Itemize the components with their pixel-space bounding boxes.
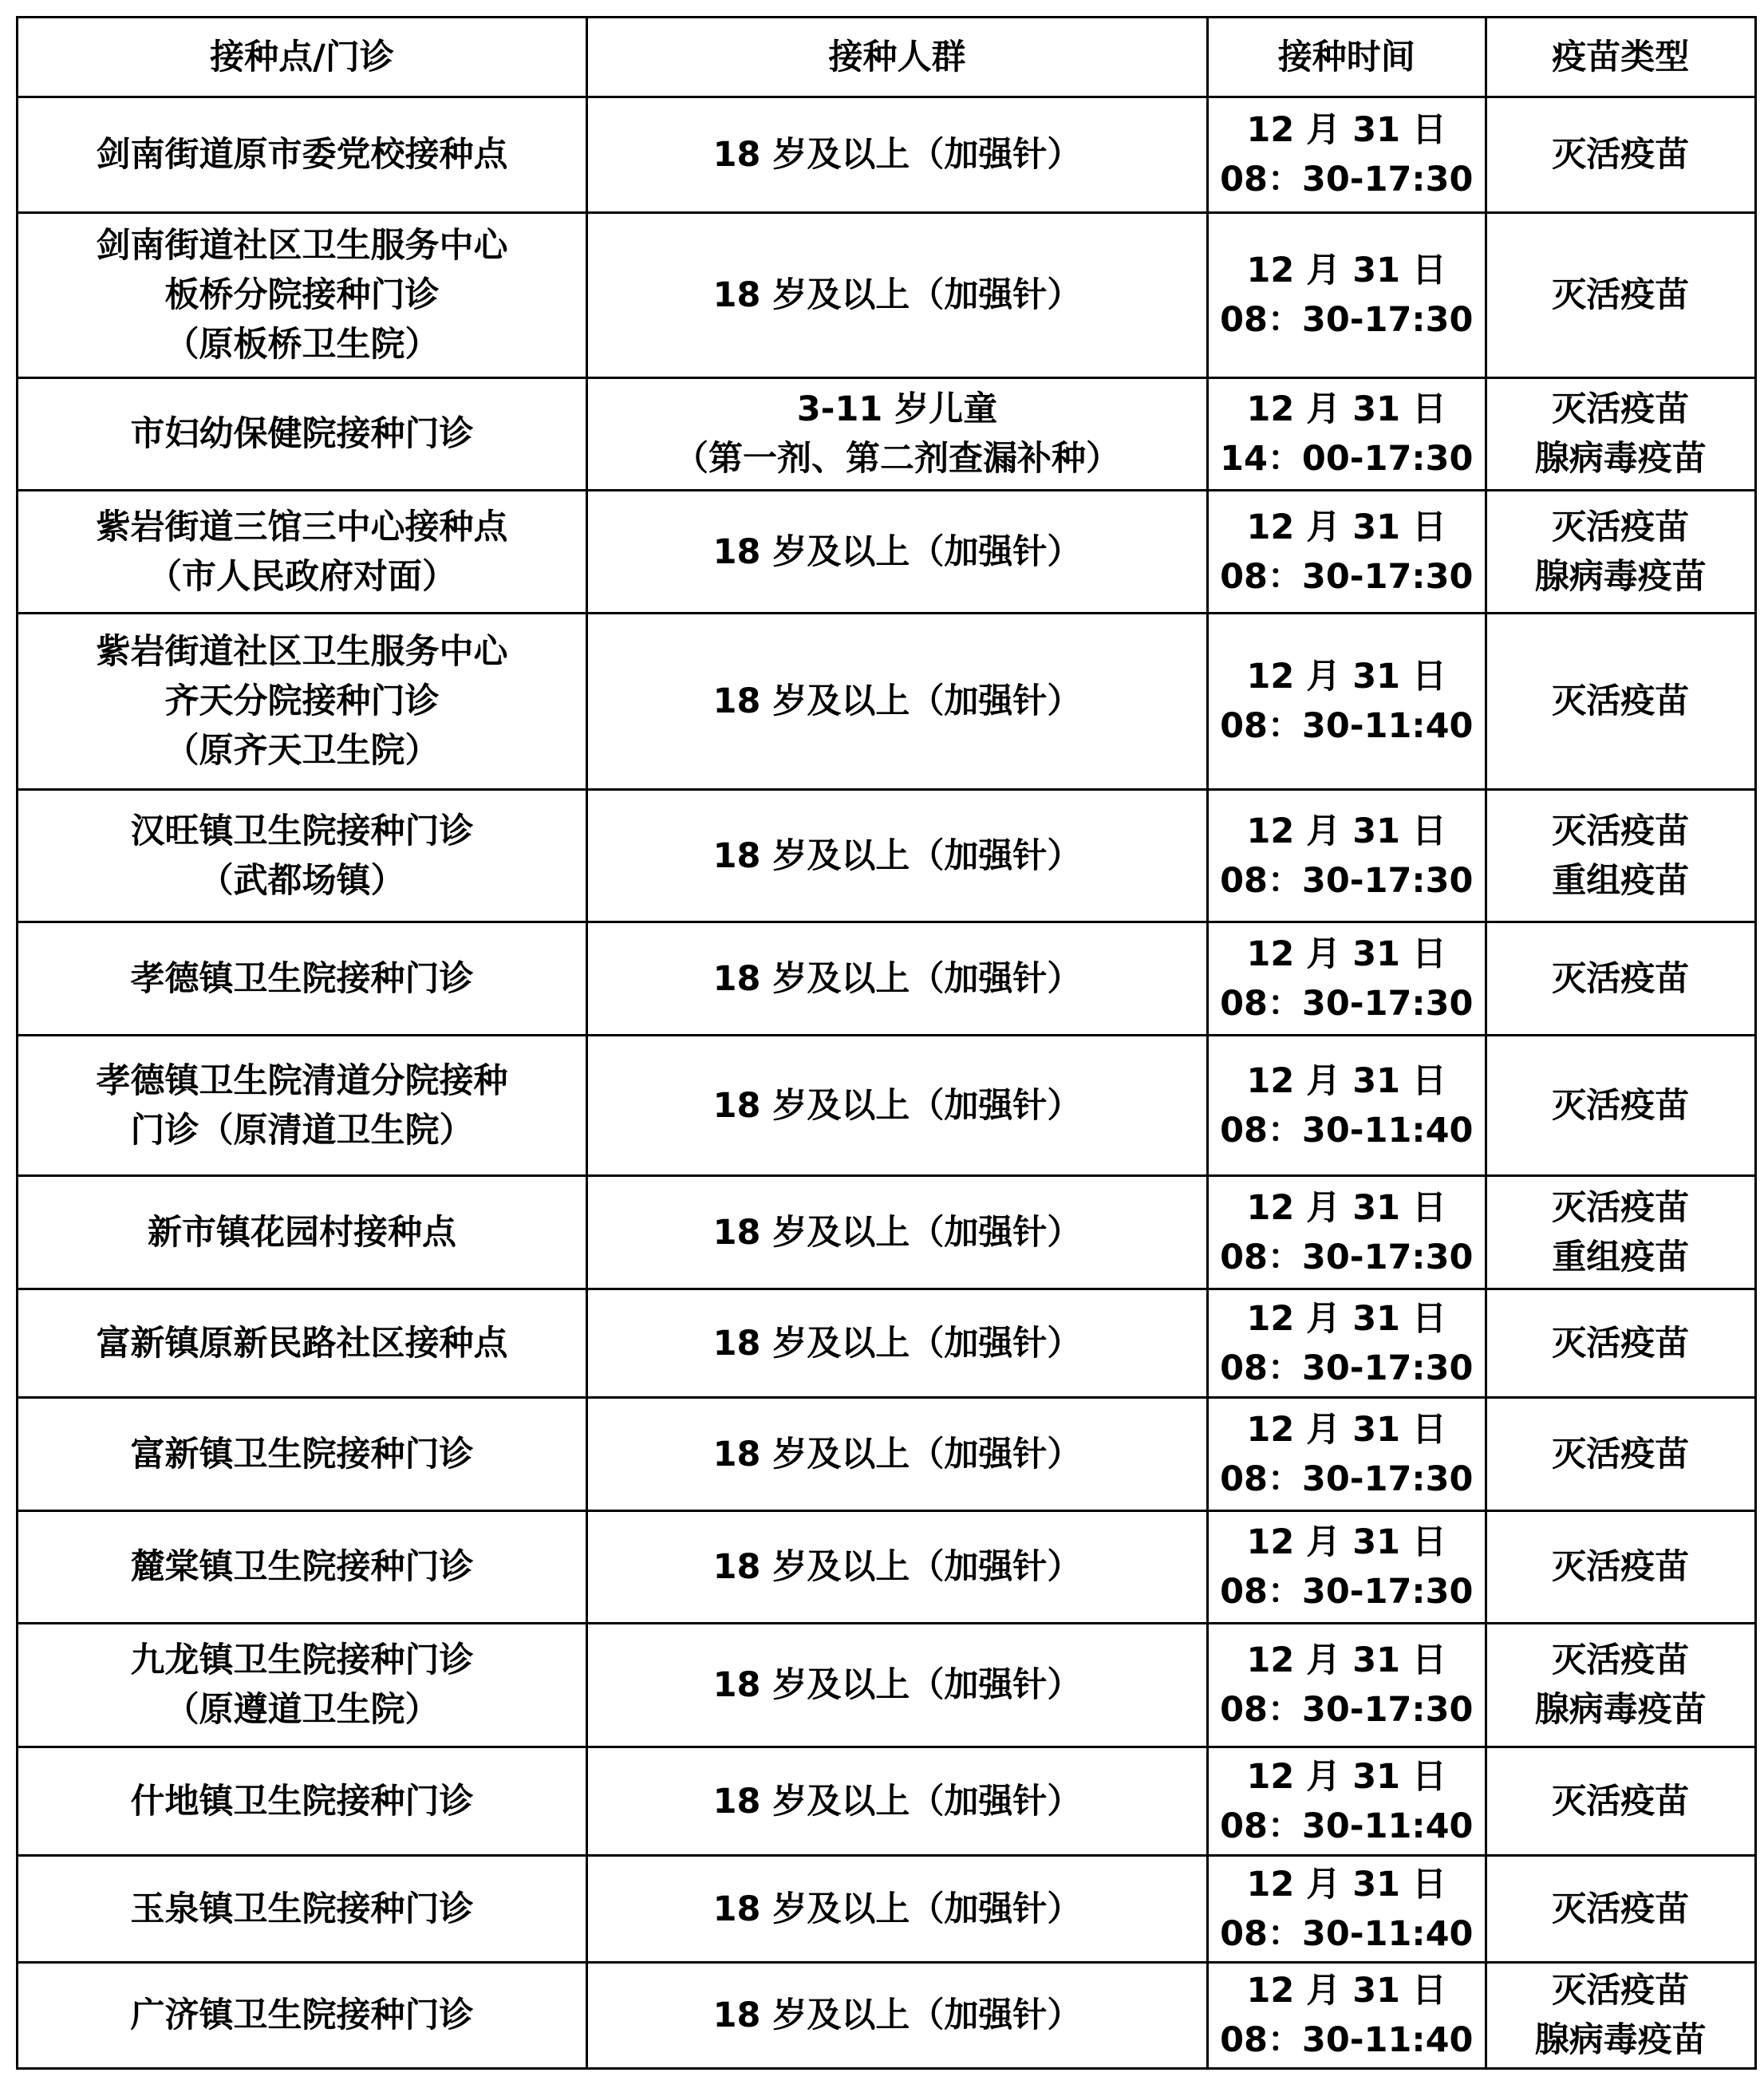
cell-text-line: 新市镇花园村接种点 [147, 1212, 456, 1253]
cell-text-line: 灭活疫苗 [1552, 811, 1690, 851]
cell-text-line: （武都场镇） [199, 860, 405, 901]
time-cell [1208, 1176, 1486, 1289]
cell-text-line: 汉旺镇卫生院接种门诊 [130, 811, 474, 851]
table-body [18, 97, 1756, 2069]
cell-text-line: 麓棠镇卫生院接种门诊 [130, 1547, 474, 1587]
cell-text-line: 剑南街道原市委党校接种点 [96, 135, 508, 175]
table-row [18, 614, 1756, 790]
time-cell [1208, 97, 1486, 213]
cell-text-line: 08：30-17:30 [1220, 1459, 1474, 1499]
group-cell [586, 213, 1207, 378]
vaccination-sites-table [16, 16, 1757, 2070]
cell-text-line: 板桥分院接种门诊 [164, 275, 440, 315]
cell-text-line: （市人民政府对面） [147, 556, 456, 597]
cell-text-line: 12 月 31 日 [1246, 389, 1447, 429]
table-row [18, 922, 1756, 1036]
cell-text-line: 腺病毒疫苗 [1534, 1690, 1707, 1730]
table-row [18, 97, 1756, 213]
table-row [18, 1036, 1756, 1176]
group-cell [586, 1511, 1207, 1624]
cell-text-line: 市妇幼保健院接种门诊 [130, 414, 474, 454]
cell-text-line: 14：00-17:30 [1220, 439, 1474, 479]
cell-text-line: 18 岁及以上（加强针） [712, 835, 1082, 876]
cell-text-line: 08：30-17:30 [1220, 160, 1474, 199]
cell-text-line: 12 月 31 日 [1246, 110, 1447, 150]
cell-text-line: 灭活疫苗 [1552, 1547, 1690, 1587]
time-cell [1208, 1036, 1486, 1176]
table-row [18, 1856, 1756, 1963]
cell-text-line: 灭活疫苗 [1552, 389, 1690, 429]
cell-text-line: （原齐天卫生院） [164, 731, 440, 771]
cell-text-line: 什地镇卫生院接种门诊 [130, 1781, 474, 1822]
group-cell [586, 378, 1207, 491]
cell-text-line: 紫岩街道社区卫生服务中心 [96, 632, 508, 672]
cell-text-line: 18 岁及以上（加强针） [712, 1781, 1082, 1822]
vaccine-type-cell [1486, 922, 1756, 1036]
vaccine-type-cell [1486, 97, 1756, 213]
table-row [18, 1963, 1756, 2069]
vaccine-type-cell [1486, 1176, 1756, 1289]
time-cell [1208, 378, 1486, 491]
cell-text-line: 灭活疫苗 [1552, 681, 1690, 721]
cell-text-line: 剑南街道社区卫生服务中心 [96, 226, 508, 266]
table-header [18, 18, 1756, 97]
cell-text-line: 12 月 31 日 [1246, 1756, 1447, 1797]
time-cell [1208, 1856, 1486, 1963]
time-cell [1208, 1289, 1486, 1398]
header-site: 接种点/门诊 [18, 18, 587, 97]
header-vaccine-type: 疫苗类型 [1486, 18, 1756, 97]
cell-text-line: 腺病毒疫苗 [1534, 2020, 1707, 2060]
cell-text-line: 18 岁及以上（加强针） [712, 1434, 1082, 1474]
cell-text-line: 玉泉镇卫生院接种门诊 [130, 1889, 474, 1929]
time-cell [1208, 1747, 1486, 1856]
site-cell [18, 790, 587, 922]
site-cell [18, 1963, 587, 2069]
site-cell [18, 213, 587, 378]
table-row [18, 1624, 1756, 1747]
cell-text-line: 12 月 31 日 [1246, 1864, 1447, 1905]
cell-text-line: 18 岁及以上（加强针） [712, 531, 1082, 572]
site-cell [18, 1289, 587, 1398]
site-cell [18, 1176, 587, 1289]
table-row [18, 1747, 1756, 1856]
cell-text-line: 灭活疫苗 [1552, 1889, 1690, 1929]
vaccine-type-cell [1486, 378, 1756, 491]
cell-text-line: 富新镇原新民路社区接种点 [96, 1323, 508, 1364]
site-cell [18, 922, 587, 1036]
cell-text-line: 18 岁及以上（加强针） [712, 1995, 1082, 2035]
cell-text-line: 门诊（原清道卫生院） [130, 1110, 474, 1151]
cell-text-line: 12 月 31 日 [1246, 1409, 1447, 1450]
header-group: 接种人群 [586, 18, 1207, 97]
table-row [18, 378, 1756, 491]
table-row [18, 491, 1756, 614]
cell-text-line: 九龙镇卫生院接种门诊 [130, 1640, 474, 1680]
cell-text-line: 08：30-17:30 [1220, 556, 1474, 597]
cell-text-line: 腺病毒疫苗 [1534, 556, 1707, 597]
cell-text-line: （原板桥卫生院） [164, 325, 440, 365]
cell-text-line: 08：30-11:40 [1220, 1913, 1474, 1954]
cell-text-line: 灭活疫苗 [1552, 275, 1690, 315]
cell-text-line: 18 岁及以上（加强针） [712, 681, 1082, 721]
cell-text-line: 灭活疫苗 [1552, 1434, 1690, 1474]
cell-text-line: 孝德镇卫生院接种门诊 [130, 958, 474, 999]
cell-text-line: 灭活疫苗 [1552, 1781, 1690, 1822]
cell-text-line: 18 岁及以上（加强针） [712, 135, 1082, 175]
table-row [18, 1511, 1756, 1624]
table-row [18, 1176, 1756, 1289]
cell-text-line: 08：30-17:30 [1220, 300, 1474, 340]
cell-text-line: 18 岁及以上（加强针） [712, 1323, 1082, 1364]
site-cell [18, 1856, 587, 1963]
group-cell [586, 790, 1207, 922]
table-row [18, 790, 1756, 922]
cell-text-line: 18 岁及以上（加强针） [712, 1085, 1082, 1126]
cell-text-line: 12 月 31 日 [1246, 251, 1447, 290]
group-cell [586, 922, 1207, 1036]
cell-text-line: 孝德镇卫生院清道分院接种 [96, 1060, 508, 1101]
site-cell [18, 614, 587, 790]
cell-text-line: 12 月 31 日 [1246, 507, 1447, 547]
document-page [16, 16, 1757, 2070]
cell-text-line: 12 月 31 日 [1246, 1187, 1447, 1228]
cell-text-line: 重组疫苗 [1552, 860, 1690, 901]
time-cell [1208, 1398, 1486, 1511]
cell-text-line: （第一剂、第二剂查漏补种） [674, 439, 1120, 479]
table-row [18, 1289, 1756, 1398]
cell-text-line: 08：30-11:40 [1220, 706, 1474, 746]
cell-text-line: 齐天分院接种门诊 [164, 681, 440, 721]
time-cell [1208, 213, 1486, 378]
time-cell [1208, 790, 1486, 922]
group-cell [586, 1398, 1207, 1511]
cell-text-line: 12 月 31 日 [1246, 657, 1447, 697]
group-cell [586, 97, 1207, 213]
vaccine-type-cell [1486, 1036, 1756, 1176]
group-cell [586, 1036, 1207, 1176]
vaccine-type-cell [1486, 1289, 1756, 1398]
site-cell [18, 378, 587, 491]
cell-text-line: 12 月 31 日 [1246, 934, 1447, 974]
cell-text-line: （原遵道卫生院） [164, 1690, 440, 1730]
vaccine-type-cell [1486, 213, 1756, 378]
cell-text-line: 08：30-17:30 [1220, 1237, 1474, 1277]
cell-text-line: 灭活疫苗 [1552, 1323, 1690, 1364]
group-cell [586, 1176, 1207, 1289]
time-cell [1208, 922, 1486, 1036]
cell-text-line: 12 月 31 日 [1246, 1298, 1447, 1339]
cell-text-line: 灭活疫苗 [1552, 507, 1690, 547]
cell-text-line: 08：30-17:30 [1220, 1348, 1474, 1388]
cell-text-line: 12 月 31 日 [1246, 1060, 1447, 1101]
cell-text-line: 18 岁及以上（加强针） [712, 1547, 1082, 1587]
site-cell [18, 97, 587, 213]
cell-text-line: 18 岁及以上（加强针） [712, 1889, 1082, 1929]
site-cell [18, 1036, 587, 1176]
group-cell [586, 491, 1207, 614]
cell-text-line: 富新镇卫生院接种门诊 [130, 1434, 474, 1474]
time-cell [1208, 614, 1486, 790]
cell-text-line: 08：30-11:40 [1220, 1110, 1474, 1151]
cell-text-line: 08：30-11:40 [1220, 1806, 1474, 1846]
cell-text-line: 腺病毒疫苗 [1534, 439, 1707, 479]
group-cell [586, 1289, 1207, 1398]
time-cell [1208, 1963, 1486, 2069]
time-cell [1208, 491, 1486, 614]
vaccine-type-cell [1486, 1747, 1756, 1856]
table-row [18, 1398, 1756, 1511]
vaccine-type-cell [1486, 1963, 1756, 2069]
cell-text-line: 12 月 31 日 [1246, 1640, 1447, 1680]
vaccine-type-cell [1486, 790, 1756, 922]
cell-text-line: 灭活疫苗 [1552, 1640, 1690, 1680]
cell-text-line: 12 月 31 日 [1246, 811, 1447, 851]
group-cell [586, 1963, 1207, 2069]
cell-text-line: 18 岁及以上（加强针） [712, 958, 1082, 999]
table-row [18, 213, 1756, 378]
cell-text-line: 18 岁及以上（加强针） [712, 1212, 1082, 1253]
site-cell [18, 1624, 587, 1747]
site-cell [18, 1747, 587, 1856]
cell-text-line: 重组疫苗 [1552, 1237, 1690, 1277]
vaccine-type-cell [1486, 1624, 1756, 1747]
vaccine-type-cell [1486, 491, 1756, 614]
cell-text-line: 12 月 31 日 [1246, 1522, 1447, 1562]
group-cell [586, 614, 1207, 790]
vaccine-type-cell [1486, 614, 1756, 790]
group-cell [586, 1624, 1207, 1747]
cell-text-line: 12 月 31 日 [1246, 1971, 1447, 2011]
group-cell [586, 1747, 1207, 1856]
vaccine-type-cell [1486, 1856, 1756, 1963]
vaccine-type-cell [1486, 1511, 1756, 1624]
cell-text-line: 灭活疫苗 [1552, 958, 1690, 999]
cell-text-line: 广济镇卫生院接种门诊 [130, 1995, 474, 2035]
time-cell [1208, 1624, 1486, 1747]
vaccine-type-cell [1486, 1398, 1756, 1511]
time-cell [1208, 1511, 1486, 1624]
cell-text-line: 灭活疫苗 [1552, 1971, 1690, 2011]
cell-text-line: 08：30-17:30 [1220, 983, 1474, 1024]
cell-text-line: 灭活疫苗 [1552, 1085, 1690, 1126]
group-cell [586, 1856, 1207, 1963]
cell-text-line: 灭活疫苗 [1552, 1187, 1690, 1228]
cell-text-line: 08：30-17:30 [1220, 1690, 1474, 1730]
site-cell [18, 1398, 587, 1511]
cell-text-line: 08：30-11:40 [1220, 2020, 1474, 2060]
cell-text-line: 18 岁及以上（加强针） [712, 275, 1082, 315]
cell-text-line: 3-11 岁儿童 [796, 389, 998, 429]
cell-text-line: 灭活疫苗 [1552, 135, 1690, 175]
cell-text-line: 18 岁及以上（加强针） [712, 1665, 1082, 1705]
cell-text-line: 08：30-17:30 [1220, 1572, 1474, 1612]
site-cell [18, 491, 587, 614]
site-cell [18, 1511, 587, 1624]
header-row [18, 18, 1756, 97]
header-time: 接种时间 [1208, 18, 1486, 97]
cell-text-line: 08：30-17:30 [1220, 860, 1474, 901]
cell-text-line: 紫岩街道三馆三中心接种点 [96, 507, 508, 547]
